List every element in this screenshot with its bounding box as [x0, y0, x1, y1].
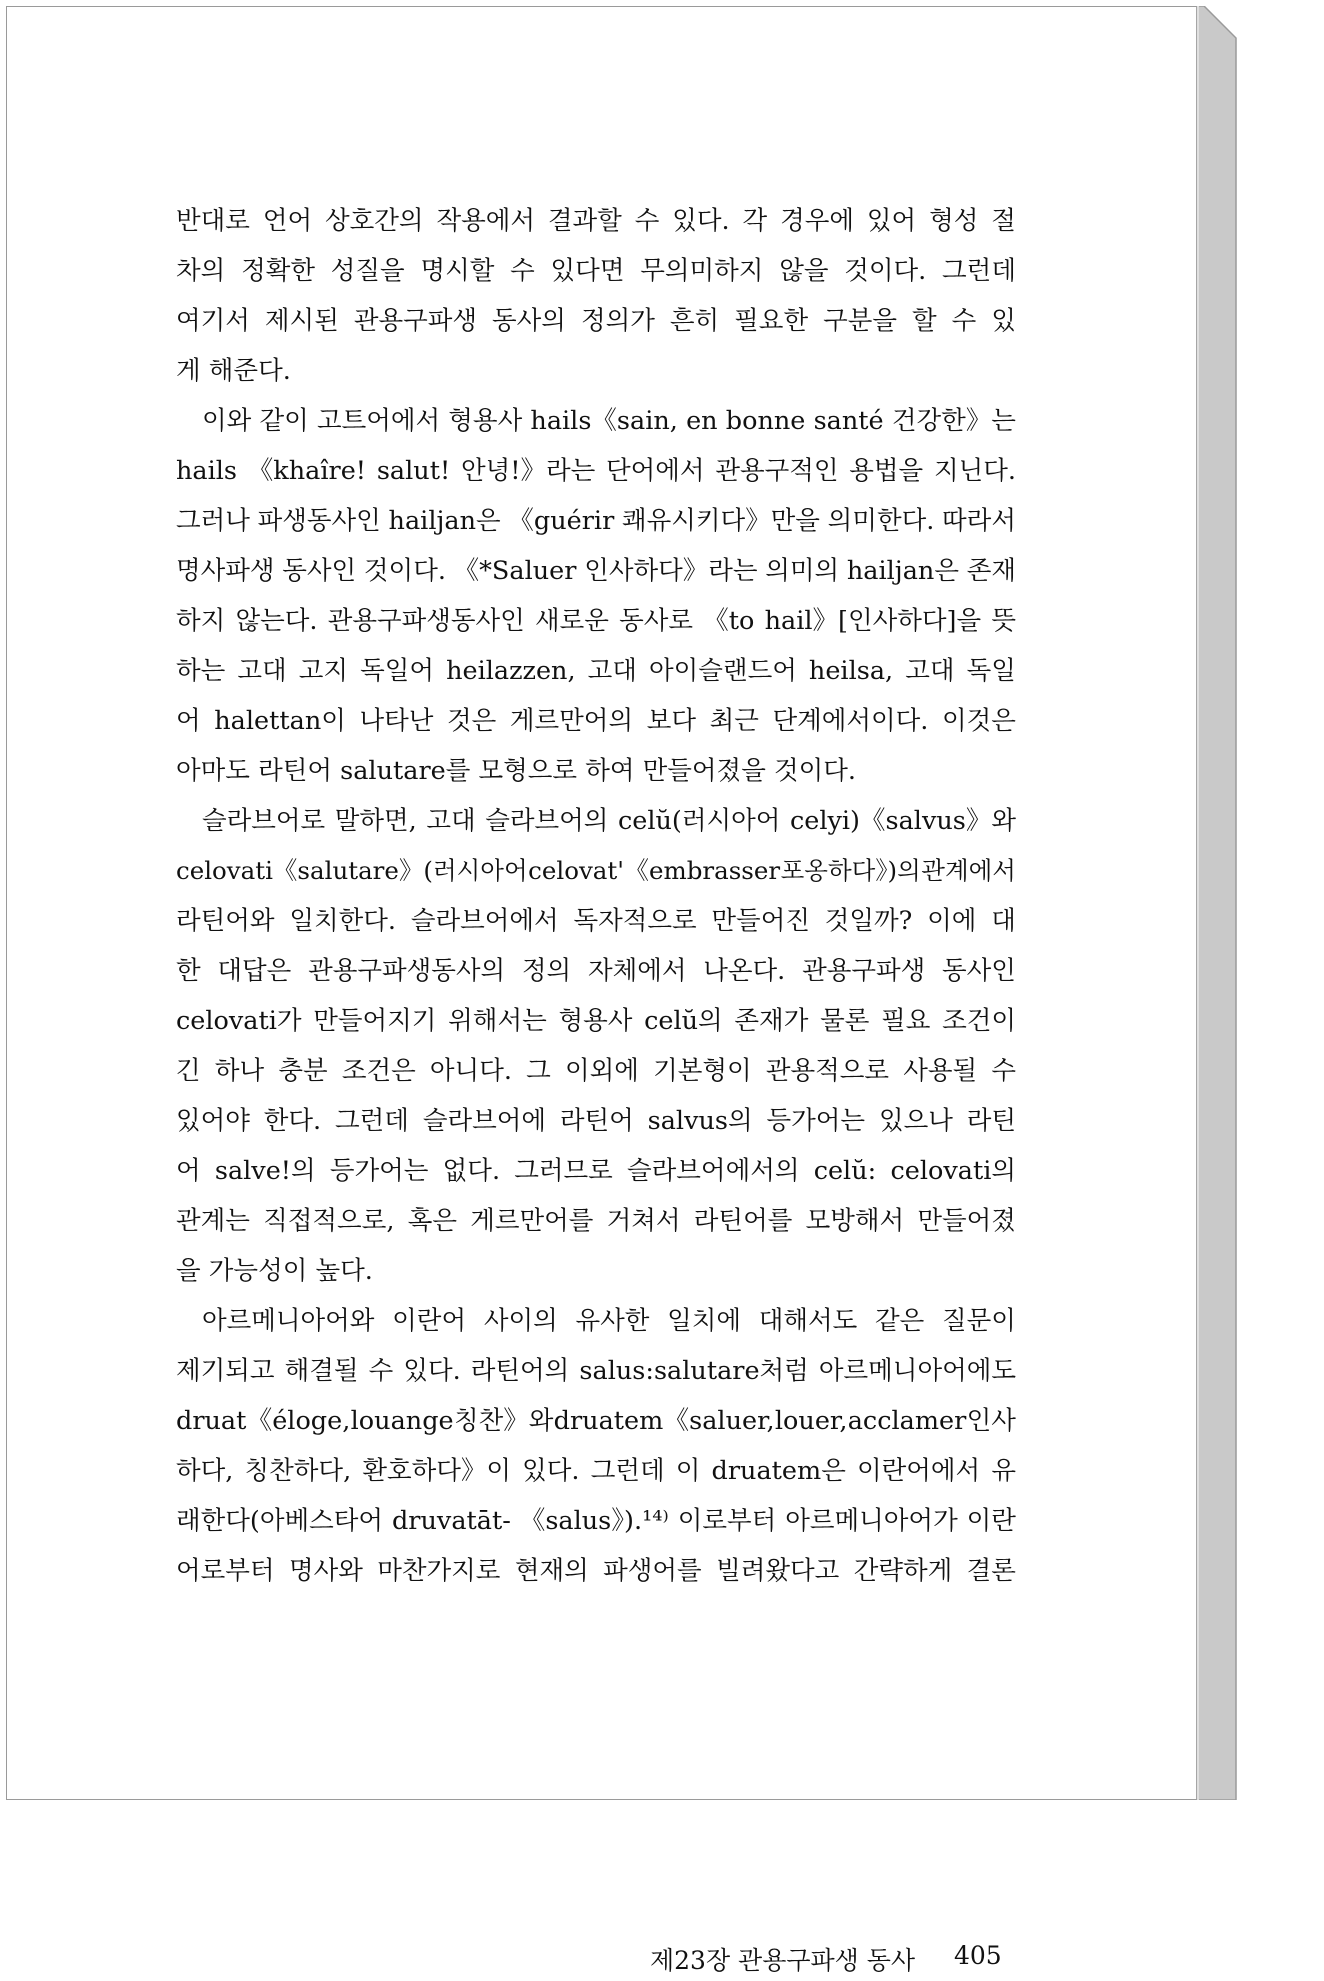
- word: 아르메니아어가: [785, 1506, 958, 1536]
- word: 할: [912, 306, 937, 336]
- text-line: [176, 296, 1016, 346]
- word: 보다: [646, 706, 696, 736]
- text-line: [176, 1446, 1016, 1496]
- word: 않는다.: [235, 606, 318, 636]
- word: 인사: [966, 1406, 1016, 1436]
- word: 것이다.: [844, 256, 927, 286]
- word: 관계에서: [921, 856, 1016, 885]
- word: 직접적으로,: [263, 1206, 395, 1236]
- word: 정확한: [241, 256, 315, 286]
- word: druvatāt-: [391, 1506, 511, 1536]
- text-line: [176, 1146, 1016, 1196]
- word: 아이슬랜드어: [649, 656, 797, 686]
- word: 아니다.: [429, 1056, 512, 1086]
- word: salve!의: [214, 1156, 316, 1186]
- word: 것이다.: [773, 756, 856, 786]
- word: acclamer: [847, 1406, 967, 1436]
- text-line: [176, 1046, 1016, 1096]
- word: 경우에: [780, 206, 854, 236]
- word: 《éloge,: [246, 1406, 351, 1436]
- word: 고지: [298, 656, 348, 686]
- word: 흔히: [669, 306, 720, 336]
- word: 유사한: [575, 1306, 650, 1336]
- word: santé: [813, 406, 884, 436]
- word: salutare를: [340, 756, 471, 786]
- word: 같이: [259, 406, 309, 436]
- text-line: [176, 946, 1016, 996]
- text-line: [176, 596, 1016, 646]
- word: louange: [350, 1406, 454, 1436]
- word: 사용될: [903, 1056, 978, 1086]
- text-line: [176, 1246, 1016, 1296]
- word: 《khaîre!: [247, 456, 367, 486]
- word: 만들어졌: [917, 1206, 1016, 1236]
- word: 사이의: [483, 1306, 558, 1336]
- word: 아르메니아어에도: [818, 1356, 1016, 1386]
- word: 이에: [927, 906, 977, 936]
- word: 이와: [202, 406, 252, 436]
- word: 동사인: [942, 956, 1016, 986]
- word: 《salus》).¹⁴⁾: [519, 1506, 669, 1536]
- word: 아르메니아어와: [202, 1306, 375, 1336]
- text-line: [176, 896, 1016, 946]
- word: 그런데: [942, 256, 1016, 286]
- word: 고대: [587, 656, 637, 686]
- word: hails《sain,: [530, 406, 678, 436]
- word: 질문이: [942, 1306, 1016, 1336]
- word: 이란어에서: [857, 1456, 981, 1486]
- word: 그: [526, 1056, 551, 1086]
- word: celŭ:: [813, 1156, 877, 1186]
- word: druatem: [553, 1406, 664, 1436]
- word: 이: [675, 1456, 701, 1486]
- word: 이란어: [392, 1306, 467, 1336]
- word: 수: [991, 1056, 1016, 1086]
- word: 하는: [176, 656, 226, 686]
- word: 한: [176, 956, 201, 986]
- word: 어: [176, 1156, 201, 1186]
- word: 일치한다.: [289, 906, 396, 936]
- word: 《*Saluer: [453, 556, 577, 586]
- word: 지닌다.: [933, 456, 1016, 486]
- word: celovat': [528, 856, 624, 885]
- word: 나온다.: [703, 956, 786, 986]
- word: 이란: [966, 1506, 1016, 1536]
- text-line: [176, 1396, 1016, 1446]
- word: 충분: [278, 1056, 328, 1086]
- word: 그런데: [590, 1456, 665, 1486]
- word: 모형으로: [478, 756, 578, 786]
- word: 인사하다》라는: [584, 556, 758, 586]
- word: 슬라브어의: [485, 806, 609, 836]
- word: salus:salutare처럼: [579, 1356, 809, 1386]
- word: 《saluer,: [663, 1406, 775, 1436]
- word: louer,: [774, 1406, 848, 1436]
- text-line: [176, 746, 1016, 796]
- word: 형용사: [558, 1006, 633, 1036]
- word: 필요: [881, 1006, 931, 1036]
- word: 고대: [426, 806, 476, 836]
- word: 명사파생: [176, 556, 275, 586]
- word: 가능성이: [208, 1256, 308, 1286]
- word: 간략하게: [853, 1556, 953, 1586]
- word: 정의: [521, 956, 572, 986]
- text-line: [176, 996, 1016, 1046]
- text-line: [176, 1096, 1016, 1146]
- text-line: [176, 496, 1016, 546]
- word: 관계는: [176, 1206, 250, 1236]
- word: 《to: [703, 606, 755, 636]
- word: 것이다.: [363, 556, 446, 586]
- word: en: [686, 406, 718, 436]
- word: 그러나: [176, 506, 250, 536]
- word: 대해서도: [758, 1306, 858, 1336]
- word: 필요한: [734, 306, 809, 336]
- page-stack-edge: [1196, 6, 1238, 1800]
- word: 마찬가지로: [377, 1556, 501, 1586]
- word: 나타난: [359, 706, 434, 736]
- word: heilazzen,: [446, 656, 576, 686]
- word: 조건은: [341, 1056, 416, 1086]
- word: 라틴어: [258, 756, 332, 786]
- word: 만들어지기: [313, 1006, 437, 1036]
- word: 라틴어: [559, 1106, 634, 1136]
- word: 제시된: [264, 306, 339, 336]
- word: 것일까?: [824, 906, 913, 936]
- word: 관용구파생: [802, 956, 926, 986]
- word: 래한다(아베스타어: [176, 1506, 384, 1536]
- word: celovati가: [176, 1006, 302, 1036]
- word: 슬라브어에서의: [627, 1156, 800, 1186]
- word: 파생동사인: [257, 506, 381, 536]
- word: 명시할: [420, 256, 495, 286]
- word: halettan이: [214, 706, 346, 736]
- word: 제기되고: [176, 1356, 275, 1386]
- word: 위해서는: [448, 1006, 547, 1036]
- word: 해준다.: [208, 356, 291, 386]
- text-line: [176, 1546, 1016, 1596]
- word: celŭ(러시아어: [617, 806, 781, 836]
- word: 대: [991, 906, 1016, 936]
- word: 게르만어를: [470, 1206, 594, 1236]
- word: 각: [742, 206, 768, 236]
- word: 이것은: [941, 706, 1016, 736]
- word: heilsa,: [808, 656, 894, 686]
- word: 있으나: [878, 1106, 953, 1136]
- page-number: 405: [954, 1941, 1002, 1970]
- word: 칭찬하다,: [244, 1456, 352, 1486]
- word: 존재가: [734, 1006, 809, 1036]
- text-line: [176, 1496, 1016, 1546]
- word: 고대: [237, 656, 287, 686]
- word: 의미의: [765, 556, 840, 586]
- text-line: [176, 1346, 1016, 1396]
- word: 라틴어와: [176, 906, 275, 936]
- word: 단어에서: [606, 456, 705, 486]
- word: 있다.: [672, 206, 730, 236]
- text-line: [176, 546, 1016, 596]
- text-line: [176, 246, 1016, 296]
- word: 동사의: [492, 306, 566, 336]
- word: 뜻: [991, 606, 1016, 636]
- word: 슬라브어로: [202, 806, 326, 836]
- word: 명사와: [288, 1556, 363, 1586]
- word: 용법을: [849, 456, 924, 486]
- word: 의미한다.: [827, 506, 935, 536]
- word: 독자적으로: [573, 906, 697, 936]
- word: 관용구파생: [353, 306, 478, 336]
- running-footer-title: 제23장 관용구파생 동사: [650, 1946, 916, 1975]
- word: 조건이: [942, 1006, 1016, 1036]
- text-line: [176, 446, 1016, 496]
- word: 형용사: [448, 406, 523, 436]
- word: celovati의: [890, 1156, 1016, 1186]
- text-line: [176, 846, 1016, 896]
- word: 없다.: [442, 1156, 501, 1186]
- word: 수: [951, 306, 977, 336]
- text-line: [176, 346, 1016, 396]
- word: 관용적으로: [765, 1056, 890, 1086]
- word: 슬라브어에서: [410, 906, 559, 936]
- word: 정의가: [580, 306, 655, 336]
- word: hailjan은: [846, 556, 959, 586]
- word: druatem은: [711, 1456, 846, 1486]
- text-line: [176, 396, 1016, 446]
- word: 칭찬》와: [453, 1406, 554, 1436]
- word: 거쳐서: [606, 1206, 681, 1236]
- page-footer: [0, 1941, 1000, 1981]
- word: 게르만어의: [509, 706, 634, 736]
- word: 현재의: [514, 1556, 589, 1586]
- word: 같은: [875, 1306, 925, 1336]
- word: 있어야: [176, 1106, 250, 1136]
- word: 긴: [176, 1056, 201, 1086]
- word: 결과할: [547, 206, 622, 236]
- word: 건강한》는: [891, 406, 1016, 436]
- word: 차의: [176, 256, 226, 286]
- text-line: [176, 796, 1016, 846]
- word: 결론: [966, 1556, 1016, 1586]
- word: 성질을: [330, 256, 405, 286]
- word: 말하면,: [334, 806, 417, 836]
- word: salut!: [376, 456, 451, 486]
- word: 형성: [929, 206, 979, 236]
- word: 반대로: [176, 206, 250, 236]
- word: 《embrasser: [624, 856, 781, 885]
- word: 관용구적인: [715, 456, 839, 486]
- word: 수: [368, 1356, 394, 1386]
- word: 있다면: [550, 256, 625, 286]
- word: 을: [176, 1256, 201, 1286]
- word: hailjan은: [388, 506, 501, 536]
- word: 독일: [966, 656, 1016, 686]
- word: 어로부터: [176, 1556, 275, 1586]
- word: 동사인: [282, 556, 357, 586]
- word: 무의미하지: [640, 256, 764, 286]
- word: 라틴어를: [693, 1206, 793, 1236]
- word: 않을: [779, 256, 829, 286]
- word: 단계에서이다.: [772, 706, 929, 736]
- word: 자체에서: [587, 956, 687, 986]
- text-line: [176, 696, 1016, 746]
- word: 유: [991, 1456, 1016, 1486]
- word: 고트어에서: [316, 406, 441, 436]
- word: 환호하다》이: [362, 1456, 511, 1486]
- word: 있: [991, 306, 1016, 336]
- word: 있어: [866, 206, 917, 236]
- word: 등가어는: [766, 1106, 866, 1136]
- word: 물론: [820, 1006, 870, 1036]
- word: 그런데: [335, 1106, 409, 1136]
- word: 있다.: [403, 1356, 461, 1386]
- word: 관용구파생동사의: [308, 956, 506, 986]
- word: 게: [176, 356, 201, 386]
- word: 최근: [709, 706, 759, 736]
- word: 절: [991, 206, 1016, 236]
- word: 수: [634, 206, 660, 236]
- word: druat: [176, 1406, 247, 1436]
- word: 하여: [585, 756, 635, 786]
- word: 있다.: [522, 1456, 580, 1486]
- word: 이외에: [564, 1056, 639, 1086]
- word: 존재: [966, 556, 1016, 586]
- word: 상호간의: [325, 206, 424, 236]
- word: 혹은: [407, 1206, 457, 1236]
- word: celovati《salutare》(러시아어: [176, 856, 528, 885]
- word: 독일어: [360, 656, 434, 686]
- word: 어: [176, 706, 201, 736]
- word: 그러므로: [514, 1156, 613, 1186]
- word: 만들어졌을: [642, 756, 766, 786]
- word: 대답은: [217, 956, 292, 986]
- word: 수: [510, 256, 535, 286]
- word: 동사로: [619, 606, 694, 636]
- word: 한다.: [263, 1106, 322, 1136]
- word: hail》[인사하다]을: [764, 606, 982, 636]
- word: 파생어를: [603, 1556, 702, 1586]
- word: 언어: [262, 206, 313, 236]
- text-line: [176, 196, 1016, 246]
- word: 여기서: [176, 306, 250, 336]
- word: salvus의: [647, 1106, 753, 1136]
- word: 쾌유시키다》만을: [622, 506, 820, 536]
- word: 작용에서: [436, 206, 535, 236]
- text-line: [176, 646, 1016, 696]
- word: 라틴: [966, 1106, 1016, 1136]
- word: bonne: [725, 406, 806, 436]
- word: 안녕!》라는: [460, 456, 596, 486]
- word: 슬라브어에: [422, 1106, 546, 1136]
- word: 기본형이: [653, 1056, 752, 1086]
- word: 일치에: [667, 1306, 741, 1336]
- word: 하다,: [176, 1456, 234, 1486]
- word: 해결될: [284, 1356, 359, 1386]
- word: 관용구파생동사인: [327, 606, 525, 636]
- word: 포옹하다》)의: [780, 856, 921, 885]
- text-line: [176, 1296, 1016, 1346]
- word: 《guérir: [508, 506, 615, 536]
- word: 등가어는: [329, 1156, 429, 1186]
- word: 하나: [214, 1056, 265, 1086]
- word: 하지: [176, 606, 226, 636]
- word: 라틴어의: [470, 1356, 570, 1386]
- word: 것은: [447, 706, 497, 736]
- word: 고대: [905, 656, 955, 686]
- word: 빌려왔다고: [716, 1556, 840, 1586]
- word: 구분을: [823, 306, 897, 336]
- word: 아마도: [176, 756, 250, 786]
- word: celyi)《salvus》와: [789, 806, 1016, 836]
- word: 이로부터: [677, 1506, 777, 1536]
- text-line: [176, 1196, 1016, 1246]
- word: celŭ의: [644, 1006, 723, 1036]
- word: hails: [176, 456, 238, 486]
- word: 만들어진: [711, 906, 810, 936]
- word: 높다.: [315, 1256, 373, 1286]
- word: 모방해서: [805, 1206, 905, 1236]
- body-text: [176, 196, 1016, 1596]
- word: 새로운: [535, 606, 609, 636]
- word: 따라서: [942, 506, 1016, 536]
